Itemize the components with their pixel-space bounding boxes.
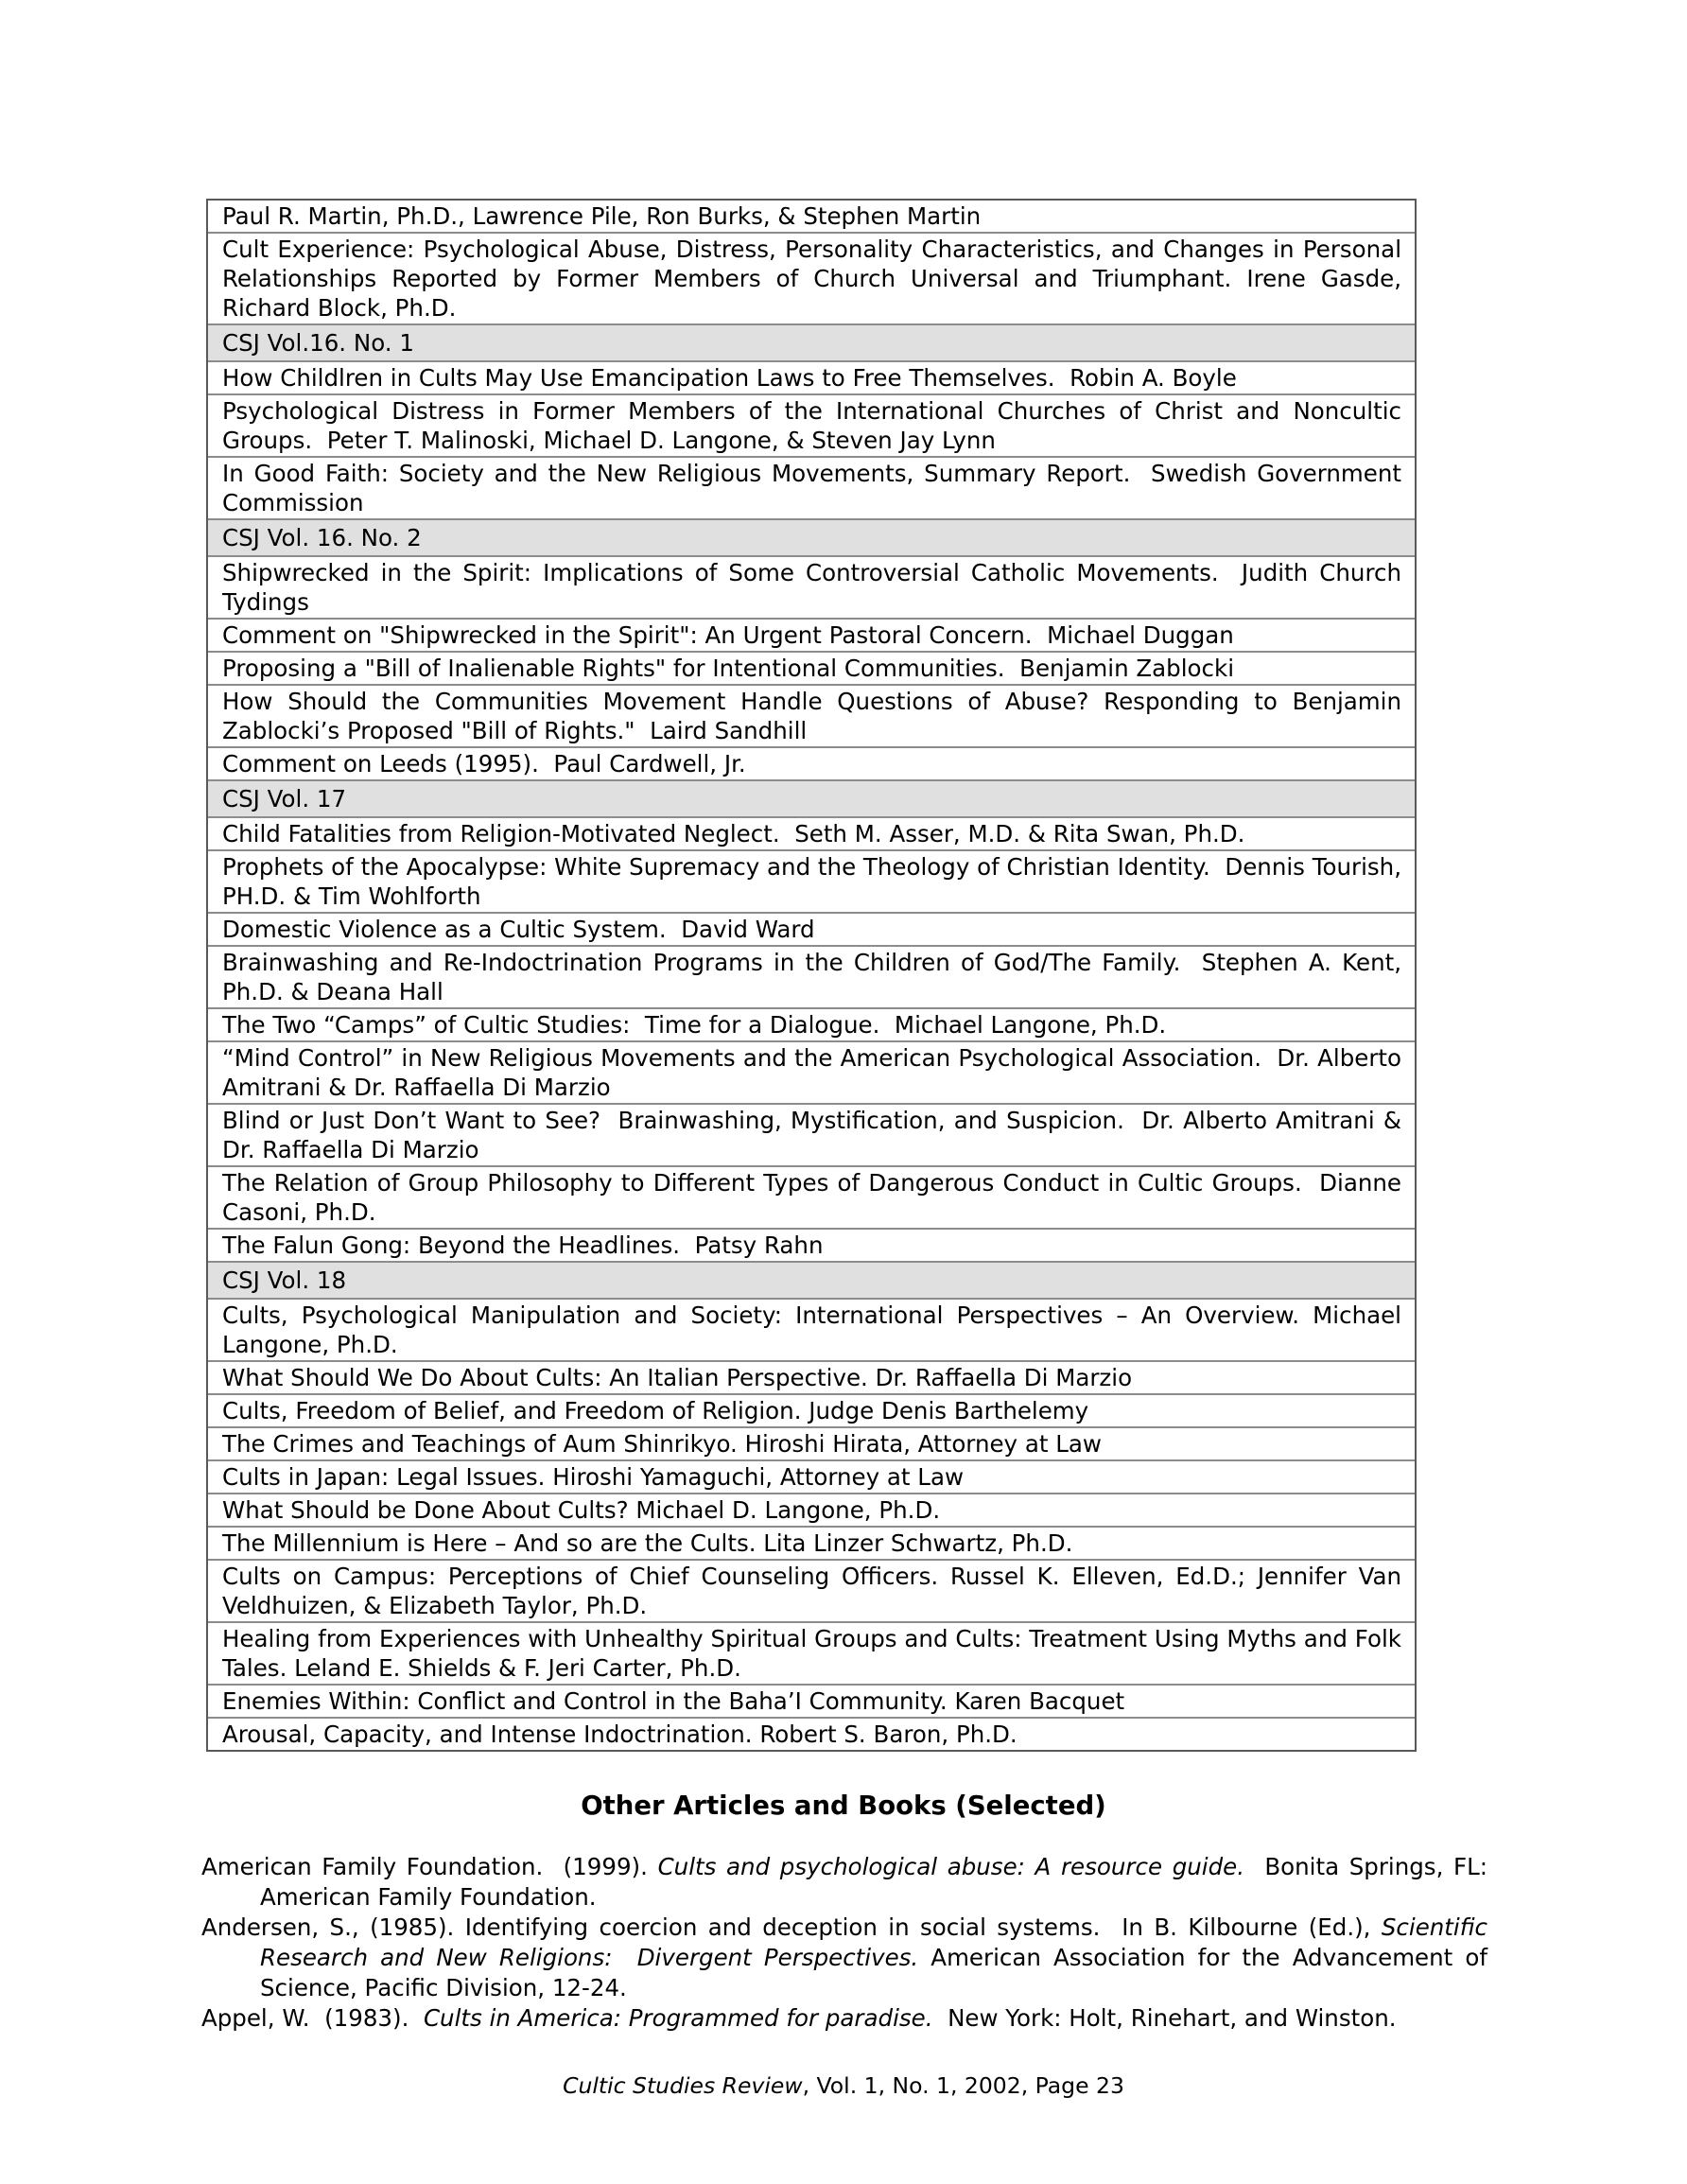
- page-footer: [0, 2071, 1687, 2100]
- table-article-row: Domestic Violence as a Cultic System. David Ward: [208, 912, 1415, 945]
- table-article-row: Cults, Freedom of Belief, and Freedom of Religion. Judge Denis Barthelemy: [208, 1393, 1415, 1426]
- table-article-row: Cults, Psychological Manipulation and Society: International Perspectives – An Overview. Michael Langone, Ph.D.: [208, 1298, 1415, 1360]
- table-article-row: The Relation of Group Philosophy to Different Types of Dangerous Conduct in Cultic Groups. Dianne Casoni, Ph.D.: [208, 1165, 1415, 1228]
- table-article-row: What Should be Done About Cults? Michael D. Langone, Ph.D.: [208, 1493, 1415, 1526]
- table-article-row: Enemies Within: Conflict and Control in the Baha’I Community. Karen Bacquet: [208, 1684, 1415, 1717]
- table-article-row: Comment on "Shipwrecked in the Spirit": An Urgent Pastoral Concern. Michael Duggan: [208, 618, 1415, 651]
- table-volume-header-row: CSJ Vol. 16. No. 2: [208, 518, 1415, 555]
- table-volume-header-row: CSJ Vol. 18: [208, 1261, 1415, 1298]
- reference-title-italic: Scientific Research and New Religions: Divergent Perspectives.: [260, 1913, 1495, 1971]
- table-article-row: Cults in Japan: Legal Issues. Hiroshi Yamaguchi, Attorney at Law: [208, 1459, 1415, 1493]
- table-article-row: Psychological Distress in Former Members of the International Churches of Christ and Noncultic Groups. Peter T. Malinoski, Michael D. Langone, & Steven Jay Lynn: [208, 393, 1415, 456]
- reference-entry: [201, 1913, 1495, 2003]
- table-article-row: “Mind Control” in New Religious Movements and the American Psychological Association. Dr. Alberto Amitrani & Dr. Raffaella Di Marzio: [208, 1040, 1415, 1103]
- table-article-row: Child Fatalities from Religion-Motivated Neglect. Seth M. Asser, M.D. & Rita Swan, Ph.D.: [208, 816, 1415, 849]
- footer-text: , Vol. 1, No. 1, 2002, Page 23: [802, 2072, 1124, 2099]
- table-article-row: The Two “Camps” of Cultic Studies: Time for a Dialogue. Michael Langone, Ph.D.: [208, 1007, 1415, 1040]
- table-article-row: Comment on Leeds (1995). Paul Cardwell, Jr.: [208, 746, 1415, 779]
- reference-text: American Association for the Advancement of Science, Pacific Division, 12-24.: [260, 1944, 1495, 2001]
- table-article-row: Healing from Experiences with Unhealthy Spiritual Groups and Cults: Treatment Using Myths and Folk Tales. Leland E. Shields & F. Jeri Carter, Ph.D.: [208, 1621, 1415, 1684]
- table-article-row: Arousal, Capacity, and Intense Indoctrination. Robert S. Baron, Ph.D.: [208, 1717, 1415, 1750]
- table-article-row: The Crimes and Teachings of Aum Shinrikyo. Hiroshi Hirata, Attorney at Law: [208, 1426, 1415, 1459]
- table-volume-header-row: CSJ Vol. 17: [208, 779, 1415, 816]
- reference-title-italic: Cults and psychological abuse: A resource guide.: [657, 1853, 1244, 1880]
- table-article-row: What Should We Do About Cults: An Italian Perspective. Dr. Raffaella Di Marzio: [208, 1360, 1415, 1393]
- reference-text: New York: Holt, Rinehart, and Winston.: [932, 2004, 1397, 2032]
- table-article-row: In Good Faith: Society and the New Religious Movements, Summary Report. Swedish Government Commission: [208, 456, 1415, 518]
- articles-table: [206, 199, 1417, 1752]
- table-article-row: Cult Experience: Psychological Abuse, Distress, Personality Characteristics, and Changes in Personal Relationships Reported by Former Members of Church Universal and Triumphant. Irene Gasde, Richard Block, Ph.D.: [208, 232, 1415, 323]
- table-article-row: The Millennium is Here – And so are the Cults. Lita Linzer Schwartz, Ph.D.: [208, 1526, 1415, 1559]
- table-article-row: Brainwashing and Re-Indoctrination Programs in the Children of God/The Family. Stephen A. Kent, Ph.D. & Deana Hall: [208, 945, 1415, 1007]
- journal-name-italic: Cultic Studies Review: [563, 2072, 803, 2099]
- reference-text: Andersen, S., (1985). Identifying coercion and deception in social systems. In B. Kilbourne (Ed.),: [201, 1913, 1382, 1941]
- reference-text: American Family Foundation. (1999).: [201, 1853, 658, 1880]
- references-list: [201, 1852, 1495, 2034]
- reference-entry: [201, 1852, 1495, 1913]
- reference-title-italic: Cults in America: Programmed for paradise.: [423, 2004, 933, 2032]
- table-volume-header-row: CSJ Vol.16. No. 1: [208, 323, 1415, 360]
- section-title: Other Articles and Books (Selected): [581, 1791, 1106, 1821]
- table-article-row: Blind or Just Don’t Want to See? Brainwashing, Mystification, and Suspicion. Dr. Alberto Amitrani & Dr. Raffaella Di Marzio: [208, 1103, 1415, 1165]
- table-article-row: Cults on Campus: Perceptions of Chief Counseling Officers. Russel K. Elleven, Ed.D.; Jennifer Van Veldhuizen, & Elizabeth Taylor, Ph.D.: [208, 1559, 1415, 1621]
- table-article-row: Prophets of the Apocalypse: White Supremacy and the Theology of Christian Identity. Dennis Tourish, PH.D. & Tim Wohlforth: [208, 849, 1415, 912]
- table-article-row: The Falun Gong: Beyond the Headlines. Patsy Rahn: [208, 1228, 1415, 1261]
- table-article-row: Shipwrecked in the Spirit: Implications of Some Controversial Catholic Movements. Judith Church Tydings: [208, 555, 1415, 618]
- table-article-row: Paul R. Martin, Ph.D., Lawrence Pile, Ron Burks, & Stephen Martin: [222, 202, 982, 230]
- reference-text: Bonita Springs, FL: American Family Foundation.: [260, 1853, 1495, 1911]
- table-article-row: Proposing a "Bill of Inalienable Rights" for Intentional Communities. Benjamin Zablocki: [208, 651, 1415, 684]
- reference-text: Appel, W. (1983).: [201, 2004, 424, 2032]
- table-article-row: How Should the Communities Movement Handle Questions of Abuse? Responding to Benjamin Zablocki’s Proposed "Bill of Rights." Laird Sandhill: [208, 684, 1415, 746]
- reference-entry: [201, 2003, 1487, 2034]
- table-article-row: How Childlren in Cults May Use Emancipation Laws to Free Themselves. Robin A. Boyle: [208, 360, 1415, 393]
